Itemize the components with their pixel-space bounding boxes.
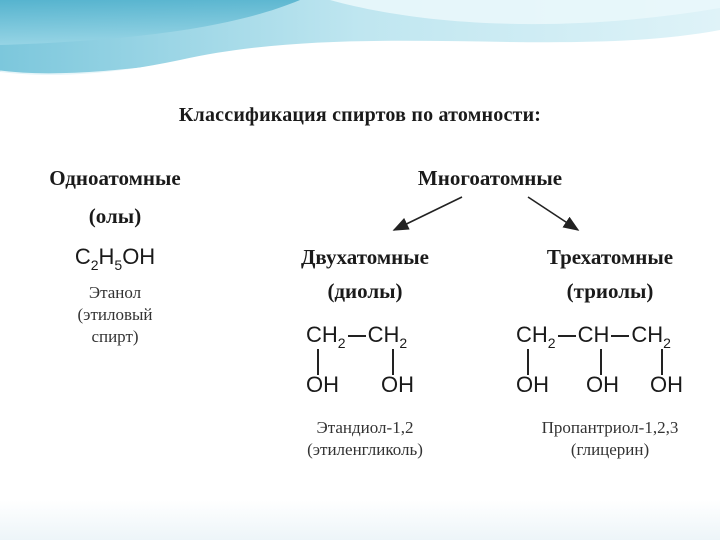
monohydric-subheading: (олы) [88, 204, 142, 228]
ethanol-formula: $C_2H_5OH$ [74, 244, 156, 273]
ethylene-glycol-name: Этандиол-1,2 [316, 418, 414, 437]
diols-heading: Двухатомные [300, 245, 429, 269]
glycerol-alt-name: (глицерин) [570, 440, 650, 459]
arrow-to-diols [394, 197, 462, 230]
glycerol-oh-1: OH [516, 372, 549, 397]
page-title: Классификация спиртов по атомности: [178, 104, 542, 126]
triols-heading: Трехатомные [546, 245, 674, 269]
ethanol-alt-name-line2: спирт) [91, 327, 139, 346]
glycerol-name: Пропантриол-1,2,3 [541, 418, 679, 437]
ethylene-glycol-alt-name: (этиленгликоль) [307, 440, 423, 459]
glycerol-oh-2: OH [586, 372, 619, 397]
ethanol-name: Этанол [88, 283, 142, 302]
diols-subheading: (диолы) [327, 279, 403, 303]
ethanol-alt-name-line1: (этиловый [77, 305, 153, 324]
ethylene-glycol-oh-2: OH [381, 372, 414, 397]
ethylene-glycol-structure: $CH_2$ $CH_2$ [306, 322, 408, 351]
monohydric-heading: Одноатомные [49, 166, 181, 190]
arrow-to-triols [528, 197, 578, 230]
triols-subheading: (триолы) [566, 279, 654, 303]
glycerol-structure: $CH_2$ CH $CH_2$ [516, 322, 671, 351]
glycerol-oh-3: OH [650, 372, 683, 397]
polyhydric-heading: Многоатомные [417, 166, 563, 190]
ethylene-glycol-oh-1: OH [306, 372, 339, 397]
